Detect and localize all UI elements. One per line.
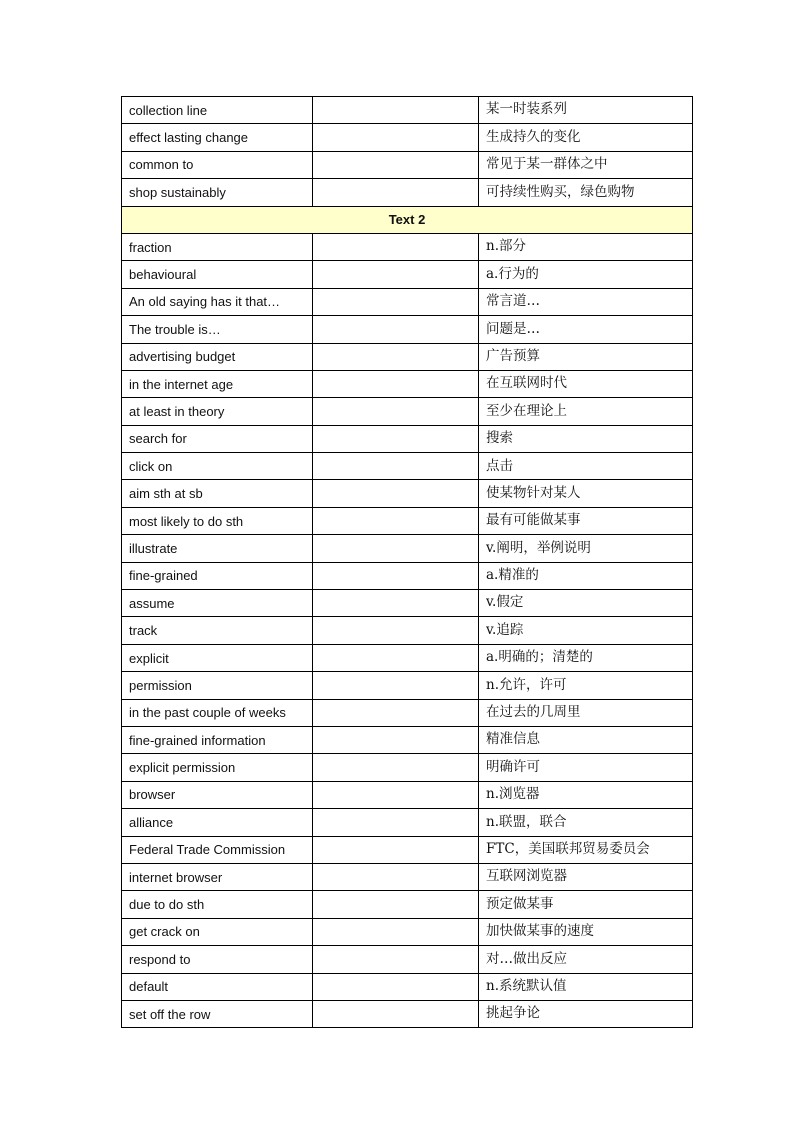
table-row — [122, 836, 693, 863]
chinese-meaning-cell: 问题是… — [479, 316, 693, 343]
english-term-cell: illustrate — [122, 535, 313, 562]
chinese-meaning-cell: 对…做出反应 — [479, 946, 693, 973]
table-row — [122, 973, 693, 1000]
blank-answer-cell — [313, 617, 479, 644]
blank-answer-cell — [313, 124, 479, 151]
english-term-cell: default — [122, 973, 313, 1000]
table-row — [122, 261, 693, 288]
blank-answer-cell — [313, 233, 479, 260]
blank-answer-cell — [313, 590, 479, 617]
table-row — [122, 288, 693, 315]
table-row — [122, 398, 693, 425]
table-row — [122, 946, 693, 973]
chinese-meaning-cell: 点击 — [479, 453, 693, 480]
chinese-meaning-cell: 搜索 — [479, 425, 693, 452]
blank-answer-cell — [313, 672, 479, 699]
english-term-cell: in the past couple of weeks — [122, 699, 313, 726]
english-term-cell: respond to — [122, 946, 313, 973]
blank-answer-cell — [313, 316, 479, 343]
blank-answer-cell — [313, 644, 479, 671]
english-term-cell: fine-grained information — [122, 726, 313, 753]
english-term-cell: search for — [122, 425, 313, 452]
blank-answer-cell — [313, 863, 479, 890]
english-term-cell: explicit permission — [122, 754, 313, 781]
table-row — [122, 672, 693, 699]
english-term-cell: fraction — [122, 233, 313, 260]
table-row — [122, 562, 693, 589]
table-row — [122, 617, 693, 644]
english-term-cell: aim sth at sb — [122, 480, 313, 507]
chinese-meaning-cell: a.明确的；清楚的 — [479, 644, 693, 671]
blank-answer-cell — [313, 151, 479, 178]
table-row — [122, 179, 693, 206]
chinese-meaning-cell: n.浏览器 — [479, 781, 693, 808]
blank-answer-cell — [313, 891, 479, 918]
english-term-cell: shop sustainably — [122, 179, 313, 206]
table-row — [122, 754, 693, 781]
blank-answer-cell — [313, 781, 479, 808]
table-row — [122, 343, 693, 370]
english-term-cell: permission — [122, 672, 313, 699]
blank-answer-cell — [313, 535, 479, 562]
blank-answer-cell — [313, 1000, 479, 1027]
blank-answer-cell — [313, 425, 479, 452]
chinese-meaning-cell: FTC，美国联邦贸易委员会 — [479, 836, 693, 863]
chinese-meaning-cell: 最有可能做某事 — [479, 507, 693, 534]
chinese-meaning-cell: 互联网浏览器 — [479, 863, 693, 890]
blank-answer-cell — [313, 480, 479, 507]
blank-answer-cell — [313, 946, 479, 973]
table-row — [122, 644, 693, 671]
blank-answer-cell — [313, 918, 479, 945]
table-row — [122, 507, 693, 534]
table-row — [122, 370, 693, 397]
blank-answer-cell — [313, 699, 479, 726]
english-term-cell: collection line — [122, 97, 313, 124]
english-term-cell: alliance — [122, 809, 313, 836]
english-term-cell: click on — [122, 453, 313, 480]
chinese-meaning-cell: 明确许可 — [479, 754, 693, 781]
chinese-meaning-cell: n.允许，许可 — [479, 672, 693, 699]
vocabulary-table — [121, 96, 693, 1028]
english-term-cell: behavioural — [122, 261, 313, 288]
table-row — [122, 480, 693, 507]
chinese-meaning-cell: 可持续性购买，绿色购物 — [479, 179, 693, 206]
chinese-meaning-cell: 挑起争论 — [479, 1000, 693, 1027]
vocabulary-table-body — [122, 97, 693, 1028]
chinese-meaning-cell: n.系统默认值 — [479, 973, 693, 1000]
english-term-cell: An old saying has it that… — [122, 288, 313, 315]
blank-answer-cell — [313, 836, 479, 863]
table-row — [122, 863, 693, 890]
english-term-cell: in the internet age — [122, 370, 313, 397]
chinese-meaning-cell: 某一时装系列 — [479, 97, 693, 124]
english-term-cell: effect lasting change — [122, 124, 313, 151]
blank-answer-cell — [313, 809, 479, 836]
english-term-cell: fine-grained — [122, 562, 313, 589]
english-term-cell: advertising budget — [122, 343, 313, 370]
chinese-meaning-cell: v.阐明，举例说明 — [479, 535, 693, 562]
blank-answer-cell — [313, 370, 479, 397]
chinese-meaning-cell: 至少在理论上 — [479, 398, 693, 425]
chinese-meaning-cell: v.假定 — [479, 590, 693, 617]
chinese-meaning-cell: n.联盟，联合 — [479, 809, 693, 836]
table-row — [122, 918, 693, 945]
table-row — [122, 1000, 693, 1027]
chinese-meaning-cell: 生成持久的变化 — [479, 124, 693, 151]
blank-answer-cell — [313, 562, 479, 589]
table-row — [122, 124, 693, 151]
chinese-meaning-cell: 在过去的几周里 — [479, 699, 693, 726]
english-term-cell: due to do sth — [122, 891, 313, 918]
english-term-cell: common to — [122, 151, 313, 178]
english-term-cell: assume — [122, 590, 313, 617]
english-term-cell: set off the row — [122, 1000, 313, 1027]
english-term-cell: browser — [122, 781, 313, 808]
table-row — [122, 453, 693, 480]
blank-answer-cell — [313, 288, 479, 315]
english-term-cell: at least in theory — [122, 398, 313, 425]
blank-answer-cell — [313, 97, 479, 124]
table-row — [122, 590, 693, 617]
chinese-meaning-cell: 预定做某事 — [479, 891, 693, 918]
chinese-meaning-cell: 广告预算 — [479, 343, 693, 370]
table-row — [122, 97, 693, 124]
blank-answer-cell — [313, 973, 479, 1000]
chinese-meaning-cell: 在互联网时代 — [479, 370, 693, 397]
chinese-meaning-cell: v.追踪 — [479, 617, 693, 644]
english-term-cell: get crack on — [122, 918, 313, 945]
section-header: Text 2 — [122, 206, 693, 233]
blank-answer-cell — [313, 726, 479, 753]
table-row — [122, 151, 693, 178]
table-row — [122, 726, 693, 753]
table-row — [122, 535, 693, 562]
english-term-cell: The trouble is… — [122, 316, 313, 343]
english-term-cell: internet browser — [122, 863, 313, 890]
table-row — [122, 316, 693, 343]
english-term-cell: explicit — [122, 644, 313, 671]
blank-answer-cell — [313, 343, 479, 370]
table-row — [122, 809, 693, 836]
blank-answer-cell — [313, 179, 479, 206]
chinese-meaning-cell: 常见于某一群体之中 — [479, 151, 693, 178]
blank-answer-cell — [313, 398, 479, 425]
chinese-meaning-cell: 精准信息 — [479, 726, 693, 753]
table-row — [122, 425, 693, 452]
chinese-meaning-cell: a.精准的 — [479, 562, 693, 589]
table-row — [122, 891, 693, 918]
table-row — [122, 233, 693, 260]
blank-answer-cell — [313, 754, 479, 781]
english-term-cell: Federal Trade Commission — [122, 836, 313, 863]
table-row — [122, 781, 693, 808]
table-row — [122, 699, 693, 726]
chinese-meaning-cell: 加快做某事的速度 — [479, 918, 693, 945]
chinese-meaning-cell: 常言道… — [479, 288, 693, 315]
chinese-meaning-cell: 使某物针对某人 — [479, 480, 693, 507]
blank-answer-cell — [313, 507, 479, 534]
chinese-meaning-cell: a.行为的 — [479, 261, 693, 288]
chinese-meaning-cell: n.部分 — [479, 233, 693, 260]
blank-answer-cell — [313, 261, 479, 288]
blank-answer-cell — [313, 453, 479, 480]
section-header-row — [122, 206, 693, 233]
english-term-cell: most likely to do sth — [122, 507, 313, 534]
english-term-cell: track — [122, 617, 313, 644]
